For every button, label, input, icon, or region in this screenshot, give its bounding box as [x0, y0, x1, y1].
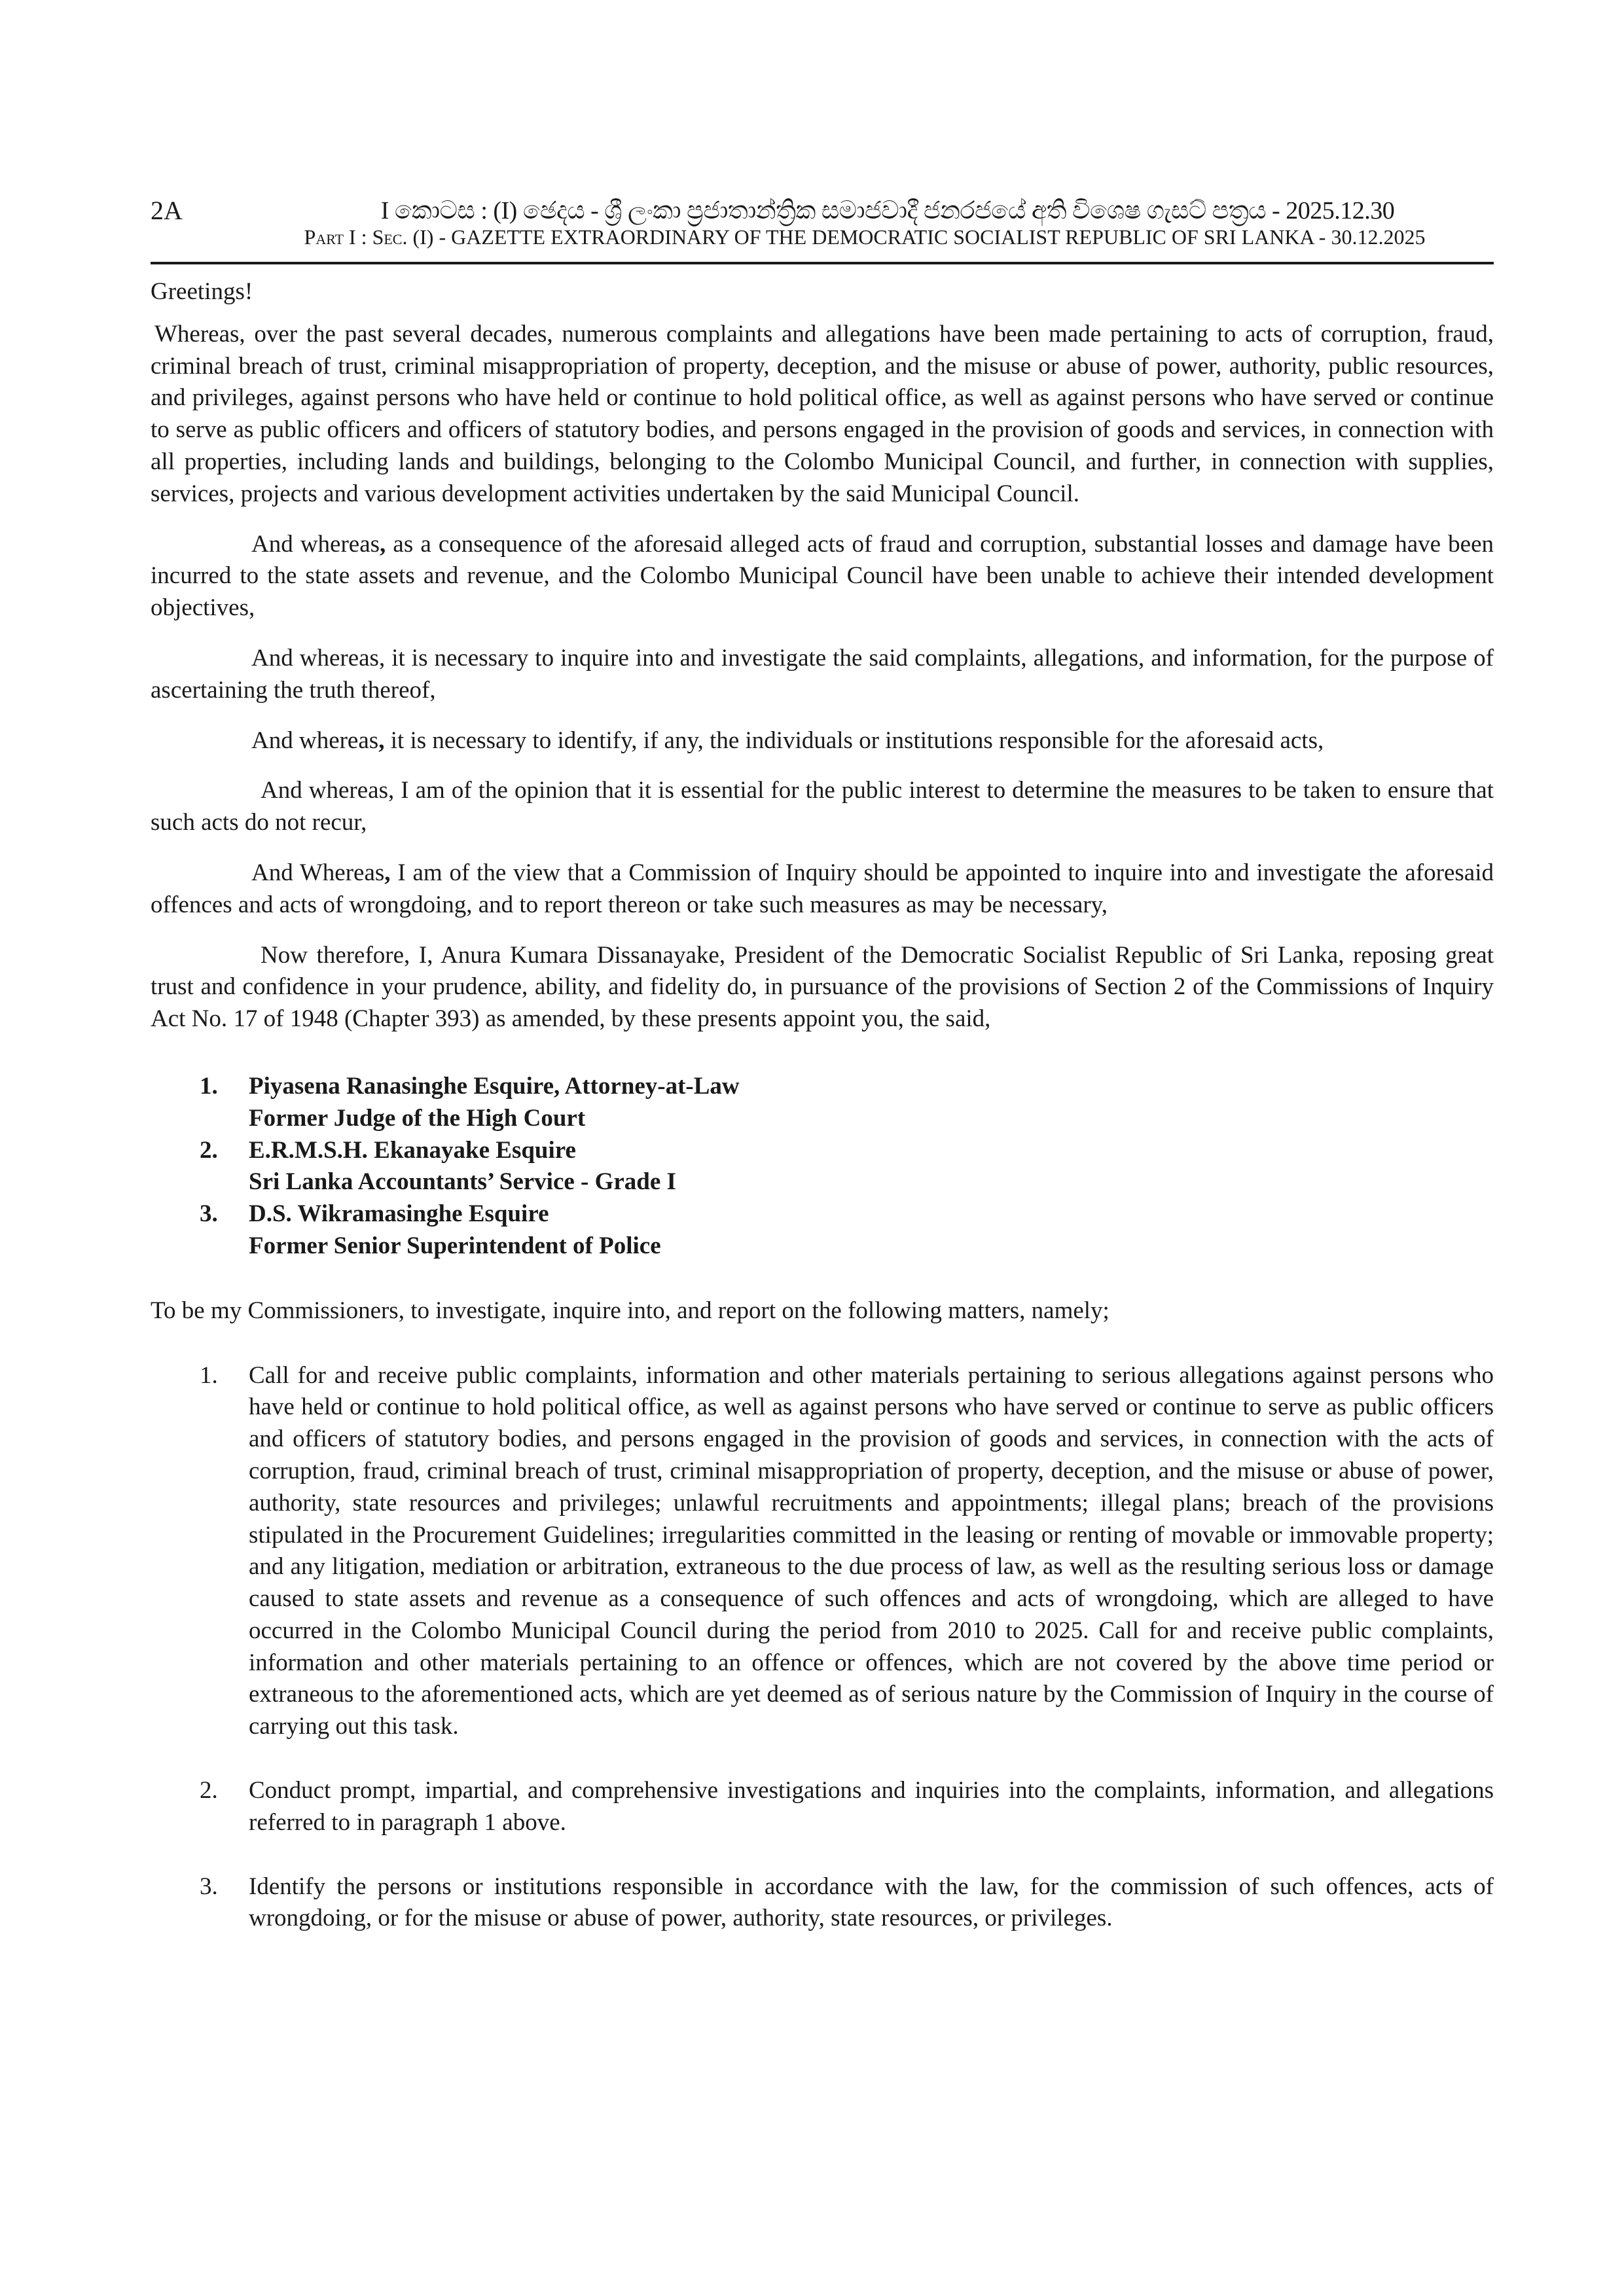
preamble-paragraph-6: And Whereas, I am of the view that a Commission of Inquiry should be appointed to inquire into and investigate the aforesaid offences and acts of wrongdoing, and to report thereon or take such measures as may be necessary, — [151, 859, 1494, 918]
commissioners-list — [151, 1071, 1494, 1263]
greeting: Greetings! — [151, 278, 253, 305]
preamble-paragraph-3: And whereas, it is necessary to inquire into and investigate the said complaints, allegations, and information, for the purpose of ascertaining the truth thereof, — [151, 644, 1494, 704]
commissioner-item: 3. D.S. Wikramasinghe Esquire — [200, 1198, 1494, 1230]
commissioner-name: E.R.M.S.H. Ekanayake Esquire — [249, 1136, 576, 1164]
preamble-paragraph-5: And whereas, I am of the opinion that it is essential for the public interest to determine the measures to be taken to ensure that such acts do not recur, — [151, 777, 1494, 836]
gazette-page — [151, 190, 1494, 1967]
commissioner-item: 2. E.R.M.S.H. Ekanayake Esquire — [200, 1135, 1494, 1167]
part-label: Part I — [304, 225, 356, 249]
sec-label: Sec. — [372, 225, 408, 249]
page-number: 2A — [151, 196, 183, 225]
mandate-item: 3. Identify the persons or institutions responsible in accordance with the law, for the commission of such offences, acts of wrongdoing, or for the misuse or abuse of power, authority, state resources, or privileges. — [200, 1873, 1494, 1932]
mandate-item: 1. Call for and receive public complaints, information and other materials pertaining to serious allegations against persons who have held or continue to hold political office, as well as against persons who have served or continue to serve as public officers and officers of statutory bodies, and persons engaged in the provision of goods and services, in connection with the acts of corruption, fraud, criminal breach of trust, criminal misappropriation of property, deception, and the misuse or abuse of power, authority, state resources and privileges; unlawful recruitments and appointments; illegal plans; breach of the provisions stipulated in the Procurement Guidelines; irregularities committed in the leasing or renting of movable or immovable property; and any litigation, mediation or arbitration, extraneous to the due process of law, as well as the resulting serious loss or damage caused to state assets and revenue as a consequence of such offences and acts of wrongdoing, which are alleged to have occurred in the Colombo Municipal Council during the period from 2010 to 2025. Call for and receive public complaints, information and other materials pertaining to an offence or offences, which are not covered by the above time period or extraneous to the aforementioned acts, which are yet deemed as of serious nature by the Commission of Inquiry in the course of carrying out this task. — [200, 1361, 1494, 1740]
mandate-item: 2. Conduct prompt, impartial, and comprehensive investigations and inquiries into the complaints, information, and allegations referred to in paragraph 1 above. — [200, 1777, 1494, 1836]
page-header — [151, 190, 1494, 260]
commissioner-title: Sri Lanka Accountants’ Service - Grade I — [249, 1168, 676, 1196]
mandate-intro: To be my Commissioners, to investigate, inquire into, and report on the following matters, namely; — [151, 1297, 1110, 1324]
commissioner-name: Piyasena Ranasinghe Esquire, Attorney-at-Law — [249, 1072, 740, 1100]
mandate-list — [151, 1360, 1494, 1935]
appointment-paragraph: Now therefore, I, Anura Kumara Dissanayake, President of the Democratic Socialist Republic of Sri Lanka, reposing great trust and confidence in your prudence, ability, and fidelity do, in pursuance of the provisions of Section 2 of the Commissions of Inquiry Act No. 17 of 1948 (Chapter 393) as amended, by these presents appoint you, the said, — [151, 941, 1494, 1033]
commissioner-item: 1. Piyasena Ranasinghe Esquire, Attorney-at-Law — [200, 1071, 1494, 1103]
commissioner-title: Former Judge of the High Court — [249, 1104, 586, 1132]
english-title: Part I : Sec. (I) - GAZETTE EXTRAORDINARY OF THE DEMOCRATIC SOCIALIST REPUBLIC OF SRI LANKA - 30.12.2025 — [304, 225, 1426, 249]
preamble-paragraph-1: Whereas, over the past several decades, numerous complaints and allegations have been made pertaining to acts of corruption, fraud, criminal breach of trust, criminal misappropriation of property, deception, and the misuse or abuse of power, authority, public resources, and privileges, against persons who have held or continue to hold political office, as well as against persons who have served or continue to serve as public officers and officers of statutory bodies, and persons engaged in the provision of goods and services, in connection with all properties, including lands and buildings, belonging to the Colombo Municipal Council, and further, in connection with supplies, services, projects and various development activities undertaken by the said Municipal Council. — [151, 320, 1494, 507]
commissioner-title: Former Senior Superintendent of Police — [249, 1232, 661, 1259]
commissioner-name: D.S. Wikramasinghe Esquire — [249, 1200, 549, 1228]
gazette-title: (I) - GAZETTE EXTRAORDINARY OF THE DEMOCRATIC SOCIALIST REPUBLIC OF SRI LANKA - 30.12.2025 — [407, 225, 1426, 249]
header-rule — [151, 262, 1494, 264]
sinhala-title: I කොටස : (I) ඡෙදය - ශ්‍රී ලංකා ප්‍රජාතාන්ත්‍රික සමාජවාදී ජනරජයේ අති විශෙෂ ගැසට් පත්‍රය - 2025.12.30 — [380, 197, 1395, 224]
preamble-paragraph-2: And whereas, as a consequence of the aforesaid alleged acts of fraud and corruption, substantial losses and damage have been incurred to the state assets and revenue, and the Colombo Municipal Council have been unable to achieve their intended development objectives, — [151, 530, 1494, 622]
preamble-paragraph-4: And whereas, it is necessary to identify, if any, the individuals or institutions responsible for the aforesaid acts, — [251, 726, 1324, 754]
document-body — [151, 276, 1494, 1935]
